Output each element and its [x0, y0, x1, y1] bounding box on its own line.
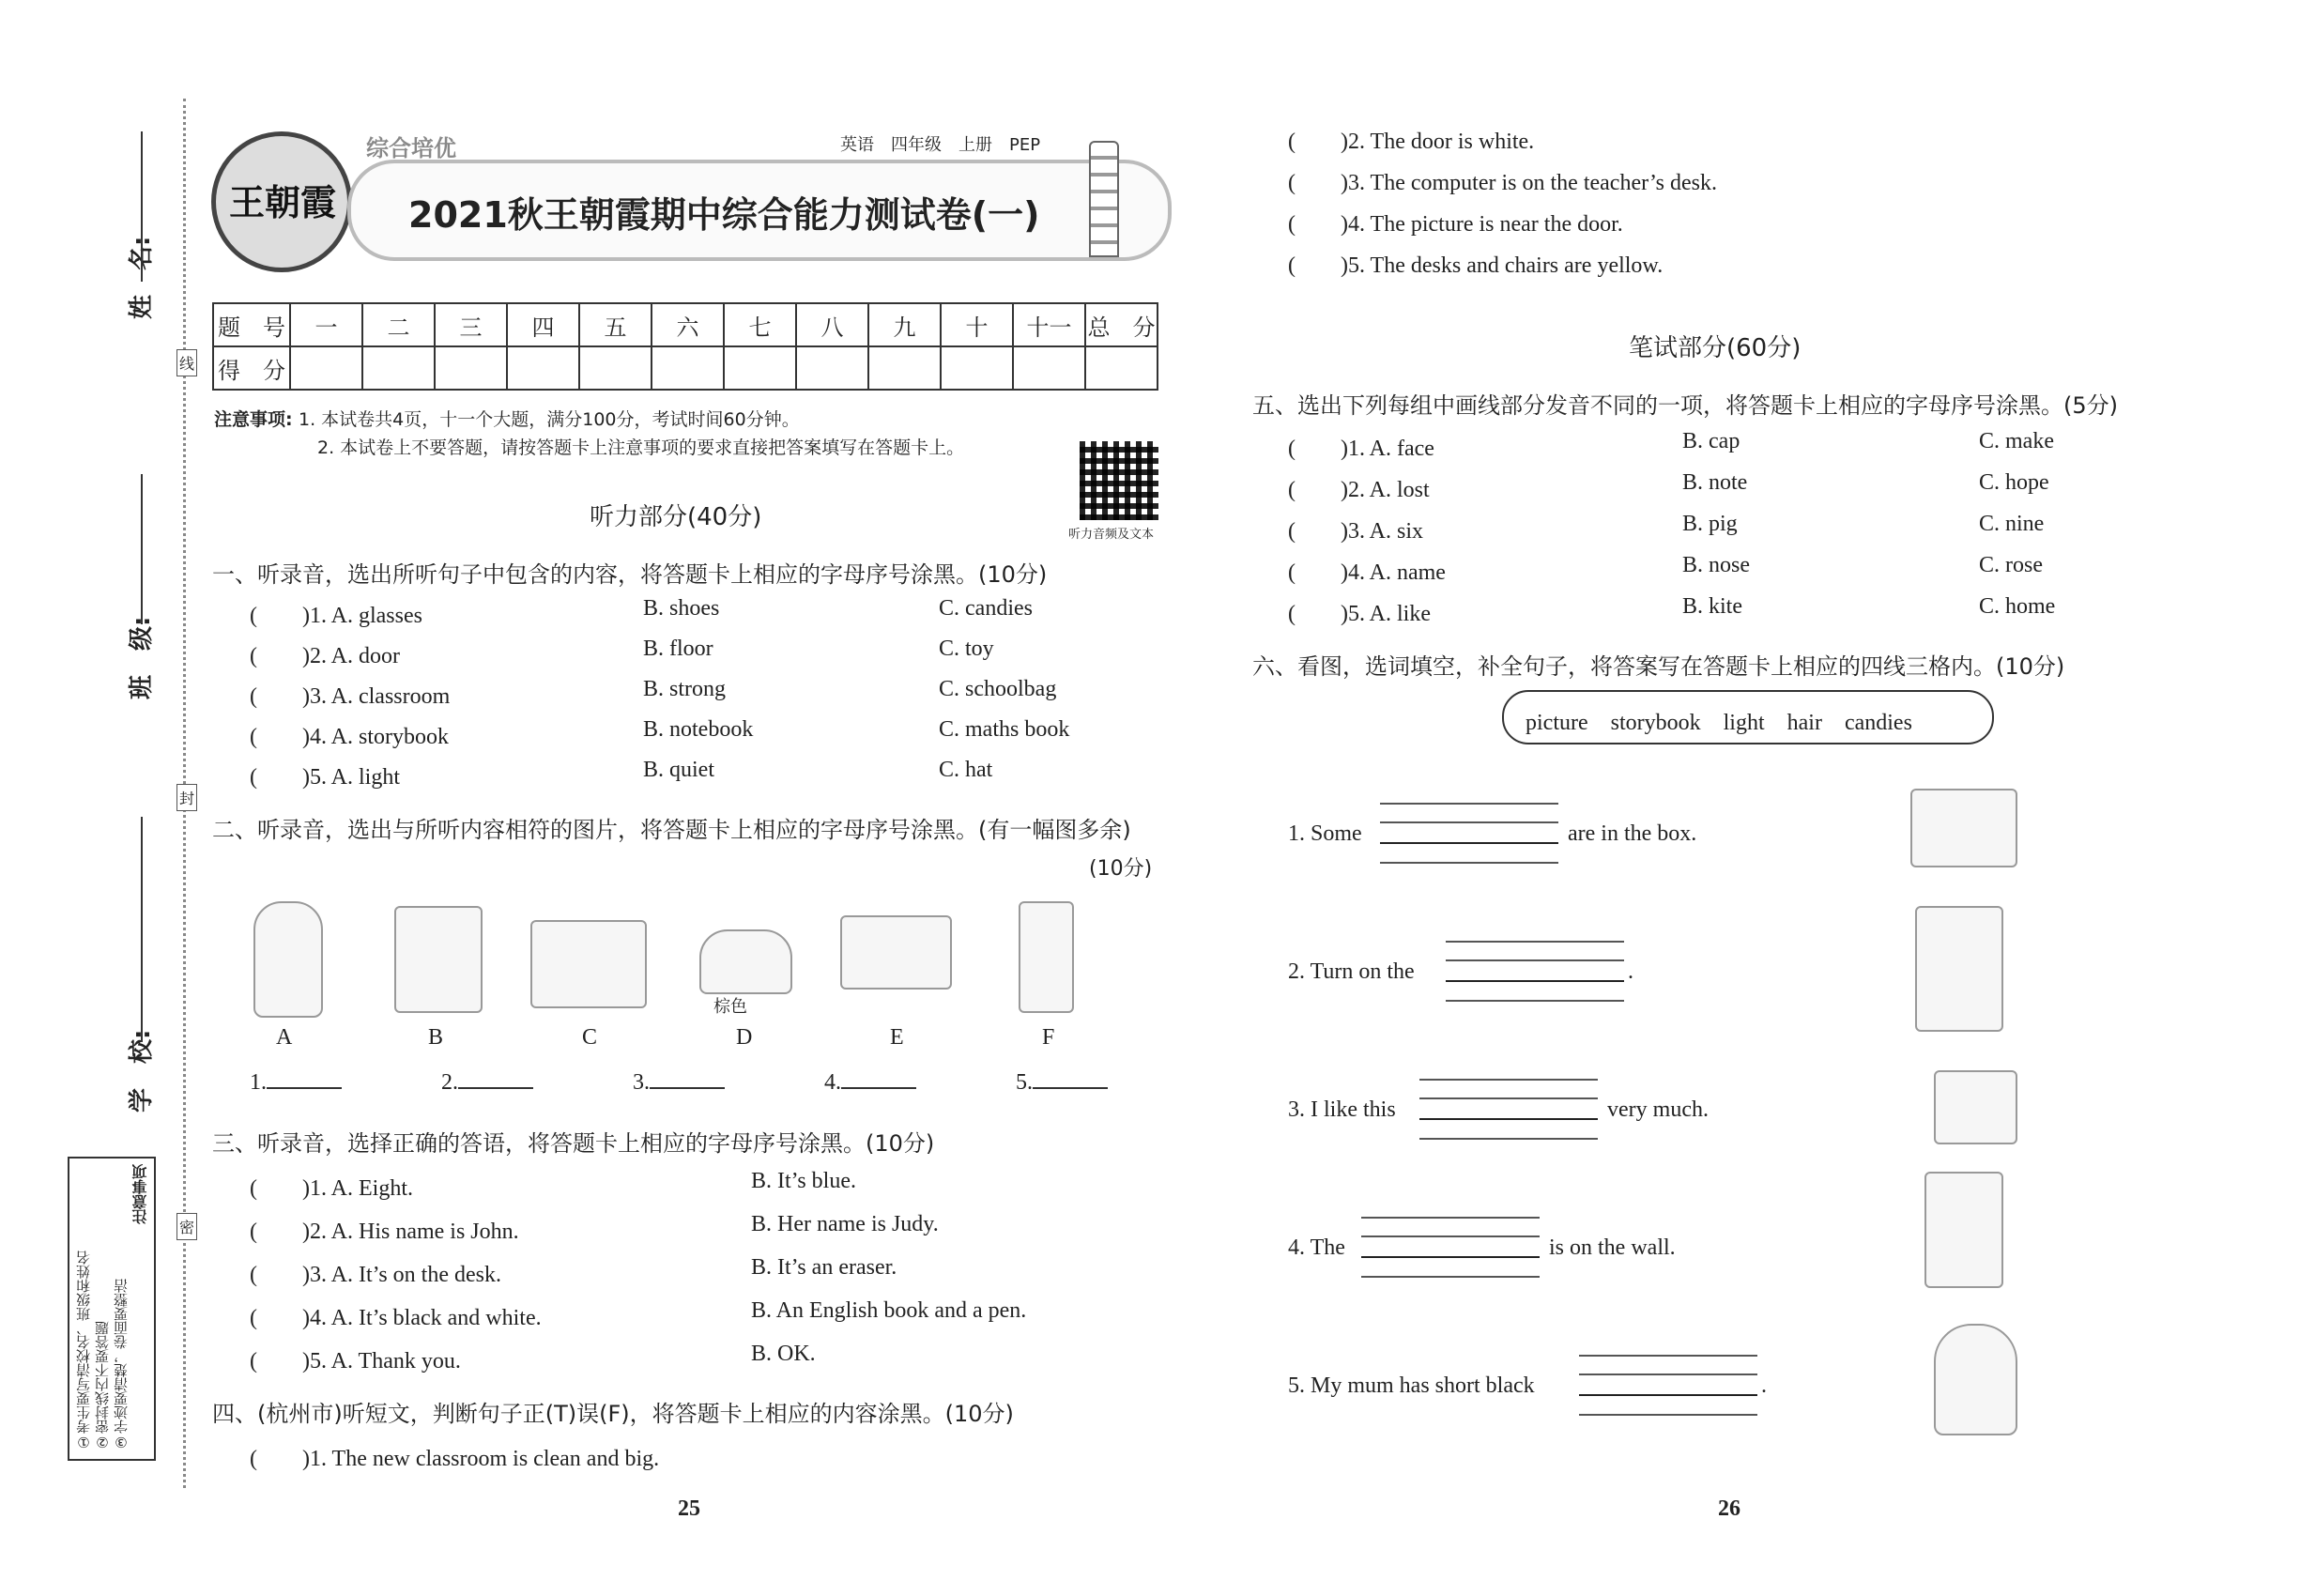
question-item[interactable]: ( )5. A. light	[250, 765, 400, 790]
answer-line[interactable]	[1579, 1394, 1757, 1396]
score-col-header: 十一	[1013, 303, 1085, 346]
option-c: C. schoolbag	[939, 677, 1057, 701]
answer-line[interactable]	[1380, 842, 1558, 844]
answer-line[interactable]	[1361, 1256, 1540, 1258]
question-item[interactable]: ( )1. A. Eight.	[250, 1176, 413, 1201]
score-table	[212, 302, 1158, 391]
sec4-title: 四、(杭州市)听短文，判断句子正(T)误(F)，将答题卡上相应的内容涂黑。(10分)	[212, 1401, 1014, 1427]
question-item[interactable]: ( )3. The computer is on the teacher’s desk.	[1288, 171, 1717, 195]
score-col-header: 九	[868, 303, 941, 346]
question-item[interactable]: ( )5. The desks and chairs are yellow.	[1288, 253, 1664, 278]
question-item[interactable]: ( )4. The picture is near the door.	[1288, 212, 1623, 237]
sec1-title: 一、听录音，选出所听句子中包含的内容，将答题卡上相应的字母序号涂黑。(10分)	[212, 561, 1048, 588]
score-cell[interactable]	[796, 346, 868, 390]
question-item[interactable]: ( )3. A. classroom	[250, 684, 451, 709]
badge-text: 综合培优	[366, 135, 456, 161]
course-meta: 英语 四年级 上册 PEP	[840, 135, 1041, 155]
question-item[interactable]: ( )4. A. name	[1288, 560, 1446, 585]
score-cell[interactable]	[435, 346, 507, 390]
option-b: B. It’s an eraser.	[751, 1255, 897, 1280]
answer-line[interactable]	[1419, 1118, 1598, 1120]
seal-line-mark: 线	[176, 349, 197, 376]
question-item[interactable]: ( )2. The door is white.	[1288, 130, 1535, 154]
score-col-header: 二	[362, 303, 435, 346]
option-b: B. shoes	[643, 596, 720, 621]
option-c: C. nine	[1979, 512, 2045, 536]
option-b: B. cap	[1682, 429, 1740, 453]
notes-line: 2. 本试卷上不要答题，请按答题卡上注意事项的要求直接把答案填写在答题卡上。	[317, 437, 965, 458]
four-line	[1380, 803, 1558, 805]
option-c: C. maths book	[939, 717, 1070, 742]
score-cell[interactable]	[1085, 346, 1158, 390]
option-c: C. hat	[939, 758, 993, 782]
girl-at-blackboard-picture	[840, 915, 952, 990]
attention-title: 注意事项	[131, 1164, 149, 1224]
sec3-title: 三、听录音，选择正确的答语，将答题卡上相应的字母序号涂黑。(10分)	[212, 1130, 935, 1157]
option-b: B. quiet	[643, 758, 714, 782]
option-c: C. toy	[939, 637, 994, 661]
score-col-header: 十	[941, 303, 1013, 346]
pic-label: C	[582, 1025, 598, 1050]
girl-light-picture	[1915, 906, 2003, 1032]
seal-secret-mark: 密	[176, 1213, 197, 1240]
question-item[interactable]: ( )4. A. storybook	[250, 725, 449, 749]
four-line	[1446, 1000, 1624, 1002]
answer-blank[interactable]: 1.	[250, 1070, 342, 1096]
score-cell[interactable]	[941, 346, 1013, 390]
option-b: B. notebook	[643, 717, 754, 742]
fill-pre: 3. I like this	[1288, 1097, 1396, 1122]
answer-line[interactable]	[1446, 980, 1624, 982]
answer-blank[interactable]: 5.	[1016, 1070, 1108, 1096]
word-bank: picture storybook light hair candies	[1526, 711, 1912, 735]
written-title: 笔试部分(60分)	[1629, 334, 1802, 362]
door-picture	[1019, 901, 1074, 1013]
option-b: B. nose	[1682, 553, 1750, 577]
seal-seal-mark: 封	[176, 784, 197, 811]
fill-post: very much.	[1607, 1097, 1709, 1122]
score-col-header: 五	[579, 303, 652, 346]
option-b: B. note	[1682, 470, 1748, 495]
score-col-header: 八	[796, 303, 868, 346]
fill-post: is on the wall.	[1549, 1235, 1676, 1260]
window-curtain-picture	[530, 920, 647, 1008]
fill-post: .	[1761, 1373, 1767, 1398]
mum-picture	[1934, 1324, 2017, 1435]
fill-post: .	[1628, 959, 1633, 984]
fill-pre: 2. Turn on the	[1288, 959, 1415, 984]
score-cell[interactable]	[362, 346, 435, 390]
boy-at-desk-picture	[394, 906, 483, 1013]
four-line	[1419, 1138, 1598, 1140]
class-label: 班 级:	[128, 616, 156, 699]
option-c: C. hope	[1979, 470, 2049, 495]
four-line	[1419, 1079, 1598, 1081]
name-label: 姓 名:	[128, 236, 156, 319]
question-item[interactable]: ( )1. The new classroom is clean and big.	[250, 1447, 660, 1471]
attention-item: ②密封线内不要答题	[94, 1321, 111, 1450]
fill-pre: 1. Some	[1288, 821, 1362, 846]
pic-label: E	[890, 1025, 904, 1050]
sec2-title: 二、听录音，选出与所听内容相符的图片，将答题卡上相应的字母序号涂黑。(有一幅图多余)	[212, 817, 1131, 843]
attention-box	[68, 1157, 156, 1461]
option-b: B. floor	[643, 637, 713, 661]
four-line	[1446, 959, 1624, 961]
question-item[interactable]: ( )4. A. It’s black and white.	[250, 1306, 542, 1330]
four-line	[1361, 1276, 1540, 1278]
four-line	[1419, 1097, 1598, 1099]
question-item[interactable]: ( )2. A. door	[250, 644, 400, 668]
score-cell[interactable]	[579, 346, 652, 390]
school-field[interactable]	[141, 817, 143, 1042]
question-item[interactable]: ( )5. A. Thank you.	[250, 1349, 461, 1373]
option-c: C. rose	[1979, 553, 2043, 577]
exam-title: 2021秋王朝霞期中综合能力测试卷(一)	[408, 194, 1040, 236]
score-col-header: 一	[290, 303, 362, 346]
qr-caption: 听力音频及文本	[1068, 528, 1155, 542]
option-c: C. candies	[939, 596, 1033, 621]
listening-title: 听力部分(40分)	[590, 503, 762, 531]
fill-pre: 4. The	[1288, 1235, 1345, 1260]
option-c: C. make	[1979, 429, 2054, 453]
four-line	[1380, 821, 1558, 823]
question-item[interactable]: ( )2. A. His name is John.	[250, 1220, 519, 1244]
option-b: B. strong	[643, 677, 727, 701]
four-line	[1361, 1235, 1540, 1237]
score-row-label: 题 号	[213, 303, 290, 346]
sec2-score: (10分)	[1089, 857, 1153, 881]
attention-item: ①考生要写清校名、班级和姓名	[75, 1251, 92, 1450]
score-cell[interactable]	[1013, 346, 1085, 390]
pic-label: A	[276, 1025, 293, 1050]
score-col-header: 总 分	[1085, 303, 1158, 346]
brand-logo: 王朝霞	[211, 131, 352, 272]
score-col-header: 七	[724, 303, 796, 346]
candy-box-picture	[1910, 789, 2017, 867]
qr-code-icon[interactable]	[1080, 441, 1158, 520]
score-col-header: 四	[507, 303, 579, 346]
name-field[interactable]	[141, 131, 143, 282]
option-c: C. home	[1979, 594, 2056, 619]
option-b: B. pig	[1682, 512, 1738, 536]
score-cell[interactable]	[507, 346, 579, 390]
answer-blank[interactable]: 4.	[824, 1070, 916, 1096]
option-b: B. Her name is Judy.	[751, 1212, 939, 1236]
answer-blank[interactable]: 2.	[441, 1070, 533, 1096]
four-line	[1579, 1355, 1757, 1357]
score-col-header: 六	[652, 303, 724, 346]
lighthouse-icon	[1089, 141, 1119, 257]
fill-post: are in the box.	[1568, 821, 1697, 846]
score-row-label: 得 分	[213, 346, 290, 390]
question-item[interactable]: ( )2. A. lost	[1288, 478, 1430, 502]
girl-picture	[253, 901, 323, 1018]
pic-label: F	[1042, 1025, 1055, 1050]
storybook-picture	[1934, 1070, 2017, 1144]
four-line	[1361, 1217, 1540, 1219]
score-cell[interactable]	[652, 346, 724, 390]
option-b: B. It’s blue.	[751, 1169, 856, 1193]
pic-label: B	[428, 1025, 444, 1050]
notes-line: 1. 本试卷共4页，十一个大题，满分100分，考试时间60分钟。	[299, 409, 800, 430]
question-item[interactable]: ( )1. A. face	[1288, 437, 1434, 461]
pic-label: D	[736, 1025, 753, 1050]
option-b: B. kite	[1682, 594, 1742, 619]
four-line	[1579, 1414, 1757, 1416]
question-item[interactable]: ( )3. A. It’s on the desk.	[250, 1263, 501, 1287]
picture-on-wall-picture	[1924, 1172, 2003, 1288]
answer-blank[interactable]: 3.	[633, 1070, 725, 1096]
score-cell[interactable]	[868, 346, 941, 390]
four-line	[1446, 941, 1624, 943]
school-label: 学 校:	[128, 1029, 156, 1113]
score-cell[interactable]	[290, 346, 362, 390]
notes-label: 注意事项:	[214, 409, 293, 430]
class-field[interactable]	[141, 474, 143, 624]
score-cell[interactable]	[724, 346, 796, 390]
page-number-left: 25	[678, 1496, 700, 1521]
option-b: B. An English book and a pen.	[751, 1298, 1027, 1323]
question-item[interactable]: ( )1. A. glasses	[250, 604, 422, 628]
pic-d-caption: 棕色	[713, 997, 747, 1017]
question-item[interactable]: ( )5. A. like	[1288, 602, 1431, 626]
sec5-title: 五、选出下列每组中画线部分发音不同的一项，将答题卡上相应的字母序号涂黑。(5分)	[1252, 392, 2118, 419]
score-col-header: 三	[435, 303, 507, 346]
attention-item: ③字迹要清楚，卷面要整洁	[113, 1279, 130, 1450]
four-line	[1579, 1373, 1757, 1375]
four-line	[1380, 862, 1558, 864]
option-b: B. OK.	[751, 1342, 816, 1366]
fill-pre: 5. My mum has short black	[1288, 1373, 1535, 1398]
question-item[interactable]: ( )3. A. six	[1288, 519, 1423, 544]
brown-shoes-picture	[699, 929, 792, 994]
sec6-title: 六、看图，选词填空，补全句子，将答案写在答题卡上相应的四线三格内。(10分)	[1252, 653, 2065, 680]
page-number-right: 26	[1718, 1496, 1740, 1521]
